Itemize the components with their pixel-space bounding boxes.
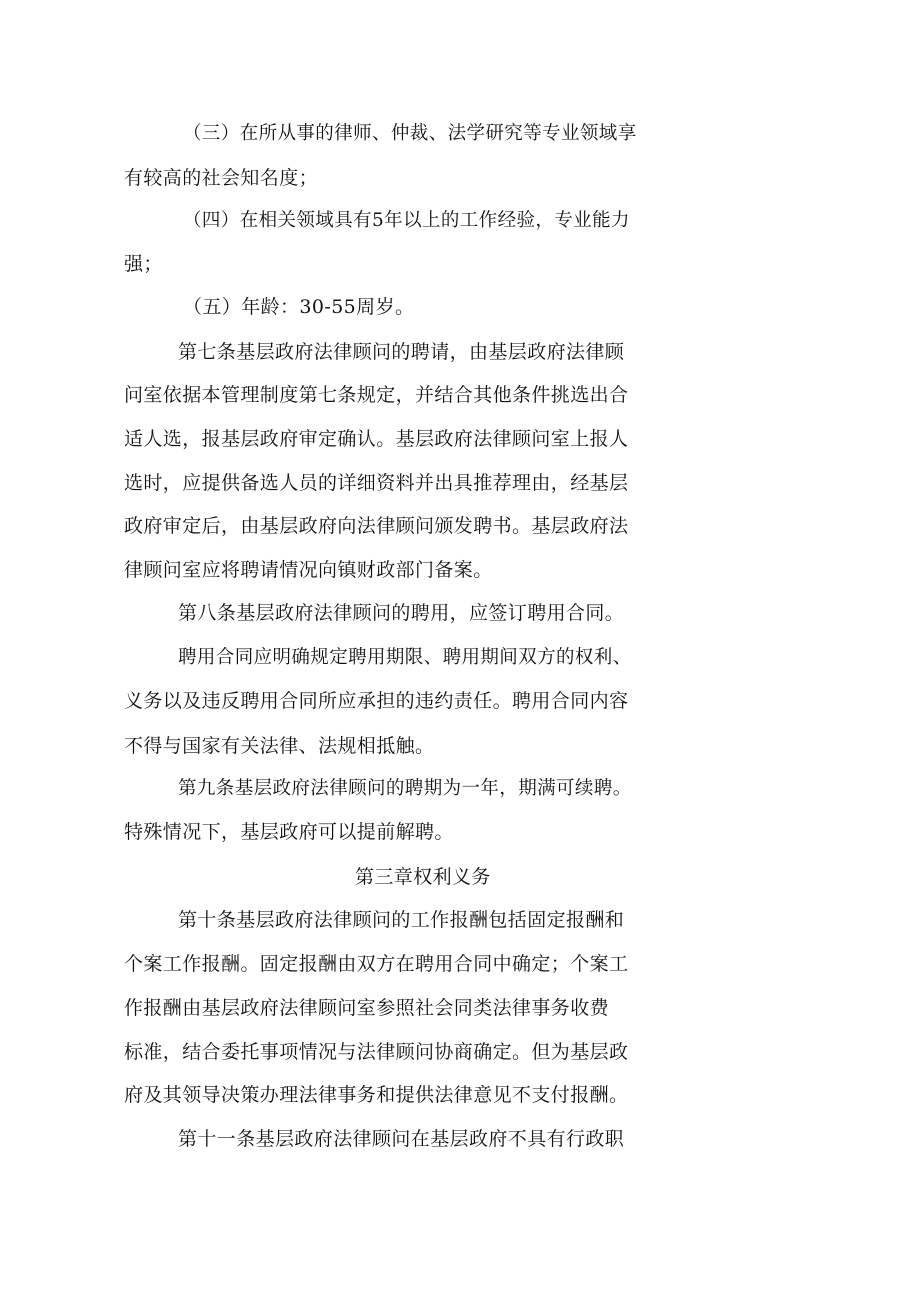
text-line: 强；: [124, 253, 163, 275]
text-line: 个案工作报酬。固定报酬由双方在聘用合同中确定；个案工: [124, 953, 629, 975]
text-line: 适人选，报基层政府审定确认。基层政府法律顾问室上报人: [124, 428, 629, 450]
text-line: 特殊情况下，基层政府可以提前解聘。: [124, 821, 454, 843]
text-line: （四）在相关领域具有5年以上的工作经验，专业能力: [183, 210, 630, 231]
text-line: 政府审定后，由基层政府向法律顾问颁发聘书。基层政府法: [124, 515, 629, 537]
text-line: 有较高的社会知名度；: [124, 167, 319, 189]
text-line: 第八条基层政府法律顾问的聘用，应签订聘用合同。: [178, 602, 625, 624]
text-line: 第七条基层政府法律顾问的聘请，由基层政府法律顾: [178, 341, 625, 363]
chapter-heading: 第三章权利义务: [355, 866, 491, 888]
text-line: 第十条基层政府法律顾问的工作报酬包括固定报酬和: [178, 909, 625, 931]
text-line: 律顾问室应将聘请情况向镇财政部门备案。: [124, 559, 493, 581]
text-line: 标准，结合委托事项情况与法律顾问协商确定。但为基层政: [124, 1041, 629, 1063]
text-line: 作报酬由基层政府法律顾问室参照社会同类法律事务收费: [124, 997, 610, 1019]
text-line: 府及其领导决策办理法律事务和提供法律意见不支付报酬。: [124, 1084, 629, 1106]
text-line: 第十一条基层政府法律顾问在基层政府不具有行政职: [178, 1128, 625, 1150]
text-line: 聘用合同应明确规定聘用期限、聘用期间双方的权利、: [178, 647, 632, 668]
text-line: 第九条基层政府法律顾问的聘期为一年，期满可续聘。: [178, 778, 632, 799]
text-line: （三）在所从事的律师、仲裁、法学研究等专业领域享: [183, 123, 637, 144]
text-line: 不得与国家有关法律、法规相抵触。: [124, 735, 435, 757]
text-line: （五）年龄：30-55周岁。: [183, 296, 415, 318]
text-line: 义务以及违反聘用合同所应承担的违约责任。聘用合同内容: [124, 690, 629, 712]
text-line: 选时，应提供备选人员的详细资料并出具推荐理由，经基层: [124, 472, 629, 494]
text-line: 问室依据本管理制度第七条规定，并结合其他条件挑选出合: [124, 384, 629, 406]
